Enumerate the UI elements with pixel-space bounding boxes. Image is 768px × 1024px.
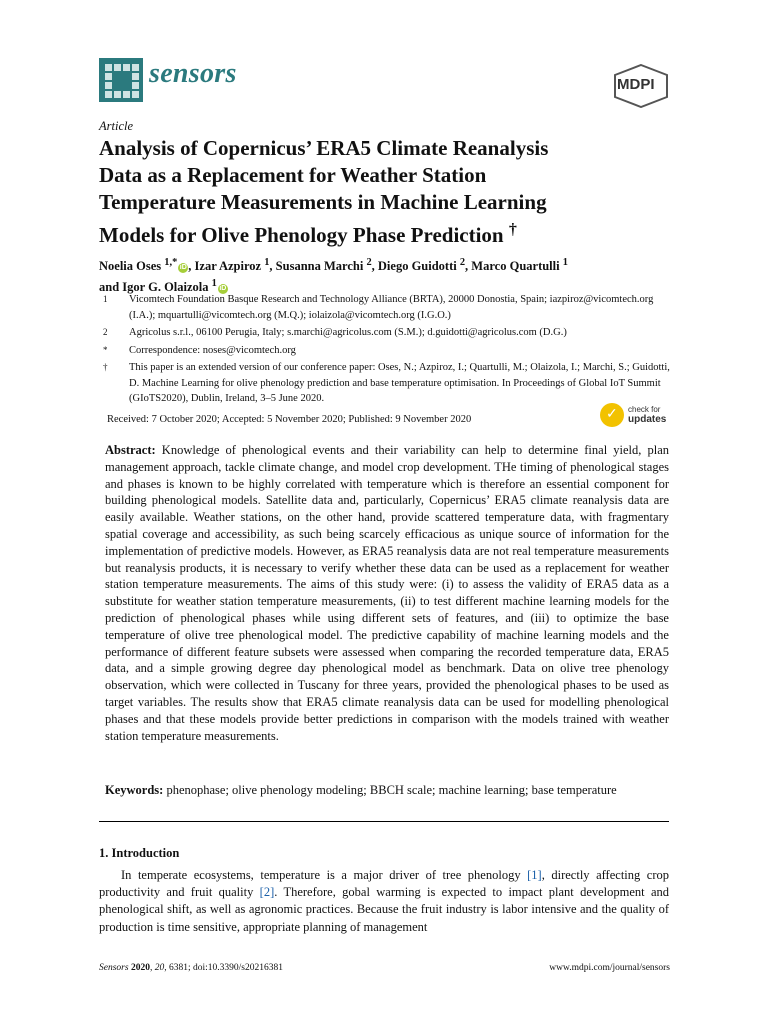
check-updates-label: check for — [628, 405, 661, 414]
author-name[interactable]: Marco Quartulli — [471, 259, 560, 274]
publication-dates: Received: 7 October 2020; Accepted: 5 November 2020; Published: 9 November 2020 — [107, 414, 472, 425]
author-name[interactable]: Diego Guidotti — [377, 259, 457, 274]
journal-logo-icon — [99, 58, 143, 102]
footer-citation: Sensors 2020, 20, 6381; doi:10.3390/s20216381 — [99, 963, 283, 973]
author-name[interactable]: Izar Azpiroz — [194, 259, 262, 274]
citation-link[interactable]: [2] — [259, 885, 275, 900]
title-line: Models for Olive Phenology Phase Prediction † — [99, 221, 517, 247]
orcid-icon[interactable]: iD — [219, 285, 227, 293]
publisher-name: MDPI — [617, 76, 655, 93]
affiliation-item: † This paper is an extended version of our conference paper: Oses, N.; Azpiroz, I.; Quartulli, M.; Olaizola, I.; Marchi, S.; Guidotti, D. Machine Learning for olive phenology prediction and base temperature optimisation. In Proceedings of Global IoT Summit (GIoTS2020), Dublin, Ireland, 3–5 June 2020. — [103, 362, 670, 404]
author-list: Noelia Oses $^{1,*}$ iD , Izar Azpiroz $^1$, Susanna Marchi $^2$, Diego Guidotti $^2$, Marco Quartulli $^1$ and Igor G. Olaizola $^1$ iD — [99, 257, 568, 295]
intro-paragraph: In temperate ecosystems, temperature is a major driver of tree phenology [1], directly affecting crop productivity and fruit quality [2]. Therefore, gobal warming is expected to impact plant development and phenological shift, as well as agronomic practices. Because the fruit industry is labor intensive and the quality of production is time sensitive, appropriate planning of management — [99, 868, 670, 934]
author-sup: 1 — [264, 257, 270, 268]
check-updates-label: updates — [628, 414, 667, 425]
abstract — [105, 442, 669, 744]
abstract-text: Knowledge of phenological events and their variability can help to determine final yield, plan management approach, tackle climate change, and model crop development. THe timing of phenological stages and phases is known to be highly correlated with temperature which is therefore an essential component for building phenological models. Satellite data and, particularly, Copernicus’ ERA5 climate reanalysis data are easily available. Weather stations, on the other hand, provide scattered temperature data, with fragmentary spatial coverage and accessibility, as such being scarcely efficacious as unique source of information for the implementation of predictive models. However, as ERA5 reanalysis data are not real temperature measurements but reanalysis products, it is necessary to verify whether these data can be used as a replacement for weather station temperature measurements. The aims of this study were: (i) to assess the validity of ERA5 data as a substitute for weather station temperature measurements, (ii) to test different machine learning models for the prediction of phenological phases while using different sets of features, and (iii) to optimize the base temperature of olive tree phenological model. The predictive capability of machine learning models and the performance of different feature subsets were assessed when comparing the recorded temperature data, ERA5 data, and a simple growing degree day phenological model as benchmark. Data on olive tree phenology observation, which were collected in Tuscany for three years, provided the phenological phases to be used as target variables. The results show that ERA5 climate reanalysis data can be used for modelling phenological phases and that these models provide better predictions in comparison with the models trained with weather station temperature measurements. — [105, 443, 670, 743]
title-line: Temperature Measurements in Machine Learning — [99, 190, 547, 214]
keywords-text: phenophase; olive phenology modeling; BBCH scale; machine learning; base temperature — [166, 783, 617, 797]
author-sup: 2 — [366, 257, 372, 268]
paper-title — [99, 135, 659, 249]
keywords-label: Keywords: — [105, 783, 164, 797]
keywords — [105, 783, 669, 798]
journal-name: sensors — [149, 58, 237, 89]
title-dagger: † — [508, 221, 517, 238]
author-sup: 1 — [562, 257, 568, 268]
title-line: Data as a Replacement for Weather Station — [99, 163, 487, 187]
section-divider — [99, 821, 669, 822]
affiliation-item: 1 Vicomtech Foundation Basque Research and Technology Alliance (BRTA), 20000 Donostia, Spain; iazpiroz@vicomtech.org (I.A.); mquartulli@vicomtech.org (M.Q.); iolaizola@vicomtech.org (I.G.O.) — [103, 294, 654, 321]
abstract-label: Abstract: — [105, 443, 156, 457]
orcid-icon[interactable]: iD — [179, 264, 187, 272]
check-updates-icon: ✓ — [600, 403, 624, 427]
affiliation-item: * Correspondence: noses@vicomtech.org — [103, 344, 296, 356]
author-name[interactable]: Susanna Marchi — [275, 259, 364, 274]
check-for-updates-button[interactable] — [600, 403, 672, 429]
author-sup: 2 — [459, 257, 466, 268]
author-sup: 1,* — [164, 257, 178, 268]
author-name[interactable]: Igor G. Olaizola — [122, 280, 209, 295]
citation-link[interactable]: [1] — [527, 868, 542, 882]
article-type: Article — [99, 119, 134, 133]
author-sup: 1 — [211, 278, 217, 290]
section-heading: 1. Introduction — [99, 846, 180, 860]
affiliations — [99, 292, 679, 409]
footer-url[interactable]: www.mdpi.com/journal/sensors — [549, 963, 670, 973]
author-and: and — [99, 280, 120, 295]
title-line: Analysis of Copernicus’ ERA5 Climate Reanalysis — [99, 136, 549, 160]
author-name[interactable]: Noelia Oses — [99, 259, 162, 274]
affiliation-item: 2 Agricolus s.r.l., 06100 Perugia, Italy; s.marchi@agricolus.com (S.M.); d.guidotti@agricolus.com (D.G.) — [103, 327, 567, 338]
